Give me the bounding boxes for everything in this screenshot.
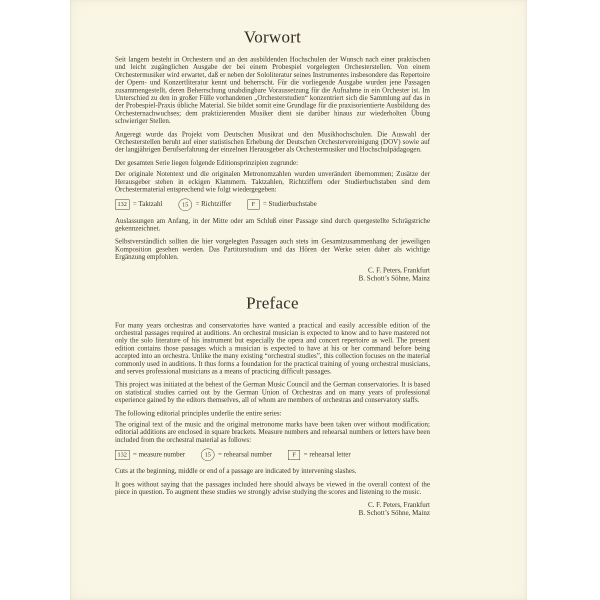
preface-notation-key bbox=[115, 449, 430, 462]
publisher-schott: B. Schott’s Söhne, Mainz bbox=[358, 274, 430, 283]
measure-number-key-label: = Taktzahl bbox=[132, 200, 163, 208]
vorwort-section bbox=[115, 29, 430, 283]
preface-principles-paragraph: The original text of the music and the original metronome marks have been taken over without modification; editorial additions are enclosed in square brackets. Measure numbers and rehearsal numbers or letters have been included from the orchestral material as follows: bbox=[115, 421, 430, 444]
publisher-peters: C. F. Peters, Frankfurt bbox=[367, 266, 430, 275]
rehearsal-number-circle-icon: 15 bbox=[178, 198, 192, 211]
publisher-peters: C. F. Peters, Frankfurt bbox=[367, 501, 430, 510]
preface-principles-intro: The following editorial principles underlie the entire series: bbox=[115, 409, 282, 418]
preface-section bbox=[115, 295, 430, 518]
rehearsal-letter-key bbox=[288, 450, 351, 460]
rehearsal-number-circle-icon: 15 bbox=[201, 449, 215, 462]
preface-closing-paragraph: It goes without saying that the passages included here should always be viewed in the overall context of the piece in question. To augment these studies we strongly advise studying the scores and listening to the music. bbox=[115, 480, 430, 497]
vorwort-cuts-paragraph: Auslassungen am Anfang, in der Mitte oder am Schluß einer Passage sind durch quergestellte Schrägstriche gekennzeichnet. bbox=[115, 217, 430, 233]
preface-title: Preface bbox=[246, 293, 299, 313]
rehearsal-number-key-label: = Richtziffer bbox=[195, 200, 232, 208]
vorwort-paragraph-2: Angeregt wurde das Projekt vom Deutschen Musikrat und den Musikhochschulen. Die Auswahl der Orchesterstellen beruht auf einer statistischen Erhebung der Deutschen Orchestervereinigung (DOV) sowie auf der langjährigen Berufserfahrung der einzelnen Herausgeber als Orchestermusiker und Hochschulpädagogen. bbox=[115, 130, 430, 154]
vorwort-principles-paragraph: Der originale Notentext und die originalen Metronomzahlen wurden unverändert übernommen; Zusätze der Herausgeber stehen in eckigen Klammern. Taktzahlen, Richtziffern oder Studierbuchstaben sind dem Orchestermaterial entsprechend wie folgt wiedergegeben: bbox=[115, 170, 430, 194]
preface-signature bbox=[115, 502, 430, 518]
measure-number-key bbox=[115, 200, 162, 210]
measure-number-key-label: = measure number bbox=[132, 450, 186, 459]
preface-paragraph-1: For many years orchestras and conservatories have wanted a practical and easily accessible edition of the orchestral passages required at auditions. An orchestral musician is expected to know and to have mastered not only the solo literature of his instrument but especially the opera and concert repertoire as well. The present edition contains those passages which a musician is expected to have at his or her command before being accepted into an orchestra. Unlike the many existing “orchestral studies”, this collection focuses on the material commonly used in auditions. It thus forms a foundation for the practical training of young orchestral musicians, and serves professional musicians as a means of practicing difficult passages. bbox=[115, 321, 430, 376]
vorwort-notation-key bbox=[115, 198, 430, 211]
publisher-schott: B. Schott’s Söhne, Mainz bbox=[358, 509, 430, 518]
rehearsal-letter-box-icon: F bbox=[247, 200, 259, 210]
vorwort-principles-intro: Der gesamten Serie liegen folgende Editionsprinzipien zugrunde: bbox=[115, 159, 299, 167]
rehearsal-number-key-label: = rehearsal number bbox=[218, 450, 273, 459]
vorwort-signature bbox=[115, 267, 430, 283]
rehearsal-letter-key bbox=[247, 200, 316, 210]
measure-number-box-icon: 132 bbox=[115, 450, 129, 460]
measure-number-key bbox=[115, 450, 185, 460]
rehearsal-number-key bbox=[201, 449, 272, 462]
preface-paragraph-2: This project was initiated at the behest of the German Music Council and the German conservatories. It is based on statistical studies carried out by the German Union of Orchestras and on many years of professional experience gained by the editors themselves, all of whom are members of orchestras and conservatory staffs. bbox=[115, 381, 430, 405]
book-page bbox=[70, 0, 527, 600]
preface-cuts-paragraph: Cuts at the beginning, middle or end of a passage are indicated by intervening slashes. bbox=[115, 467, 357, 476]
measure-number-box-icon: 132 bbox=[115, 200, 129, 210]
vorwort-closing-paragraph: Selbstverständlich sollten die hier vorgelegten Passagen auch stets im Gesamtzusammenhang der jeweiligen Komposition gesehen werden. Das Partiturstudium und das Hören der Werke seien daher als wichtige Ergänzung empfohlen. bbox=[115, 238, 430, 262]
rehearsal-number-key bbox=[178, 198, 231, 211]
rehearsal-letter-box-icon: F bbox=[288, 450, 300, 460]
rehearsal-letter-key-label: = rehearsal letter bbox=[303, 450, 351, 459]
page-text-block bbox=[115, 0, 430, 518]
vorwort-paragraph-1: Seit langem besteht in Orchestern und an den ausbildenden Hochschulen der Wunsch nach einer praktischen und leicht zugänglichen Ausgabe der bei einem Probespiel vorgelegten Orchesterstellen. Von einem Orchestermusiker wird erwartet, daß er neben der Sololiteratur seines Instrumentes insbesondere das Repertoire der Opern- und Konzertliteratur kennt und beherrscht. Für die vorliegende Ausgabe wurden jene Passagen zusammengestellt, deren Beherrschung unabdingbare Voraussetzung für die Aufnahme in ein Orchester ist. Im Unterschied zu den in großer Fülle vorhandenen „Orchesterstudien“ konzentriert sich die Sammlung auf das in der Probespiel-Praxis übliche Material. Sie bildet somit eine Grundlage für die praxisorientierte Ausbildung des Orchesternachwuchses; dem praktizierenden Musiker dient sie darüber hinaus zur wiederholten Übung schwieriger Stellen. bbox=[115, 56, 430, 126]
rehearsal-letter-key-label: = Studierbuchstabe bbox=[262, 200, 317, 208]
vorwort-title: Vorwort bbox=[243, 28, 302, 47]
